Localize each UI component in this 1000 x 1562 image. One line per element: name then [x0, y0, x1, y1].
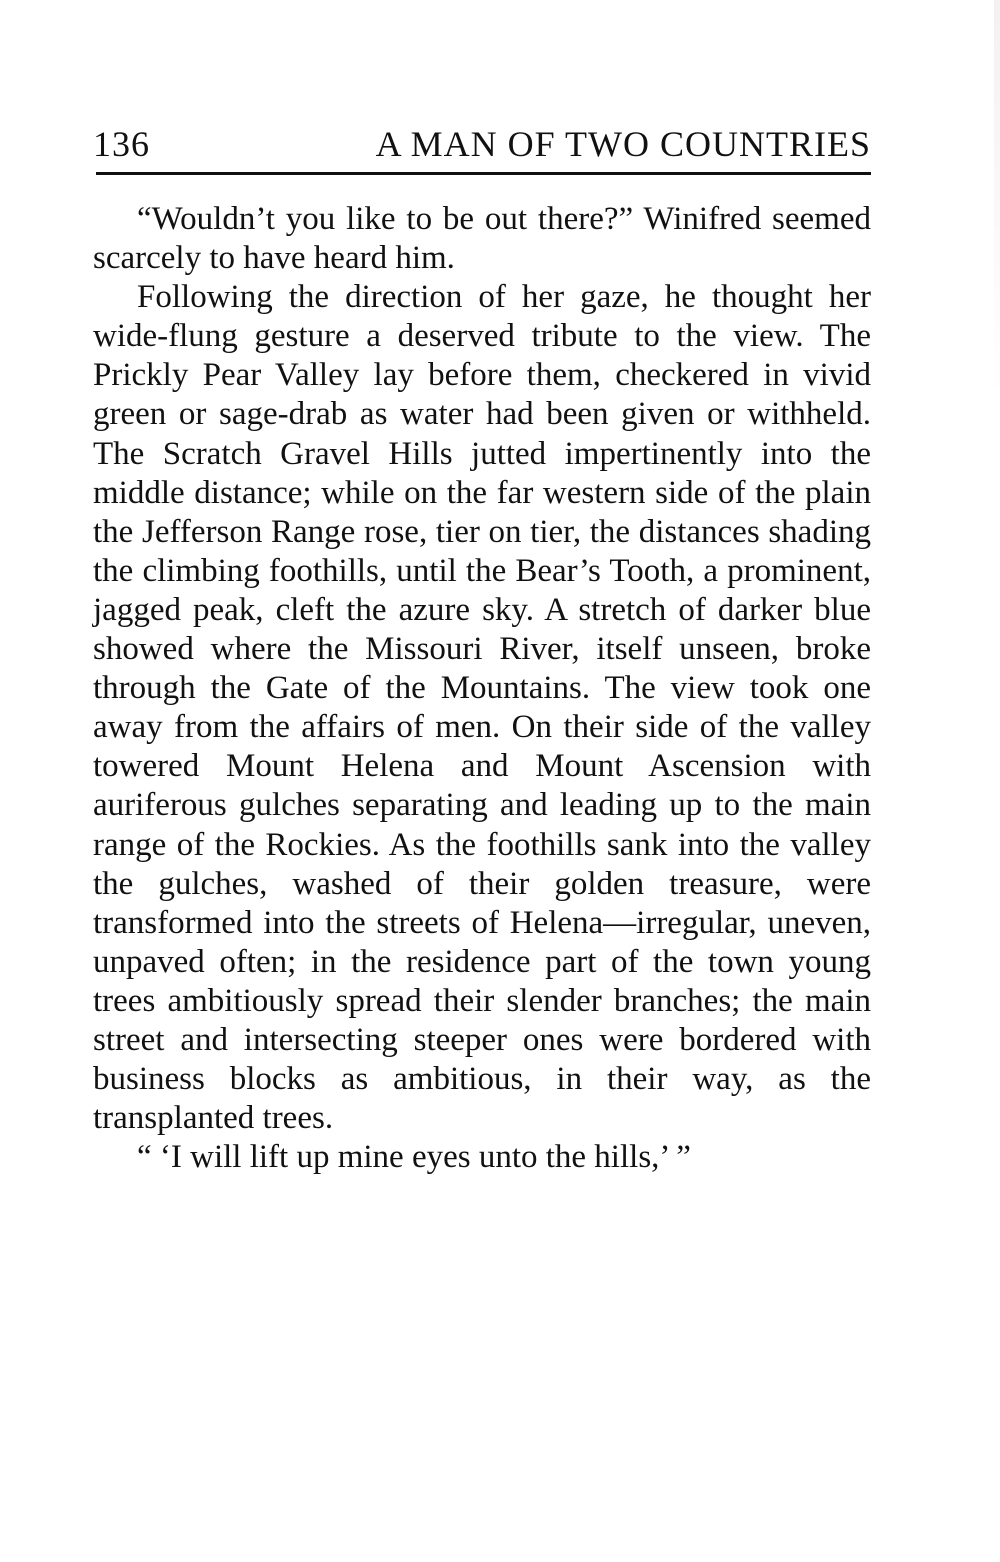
body-text	[93, 200, 871, 1177]
paragraph: Following the direction of her gaze, he thought her wide-flung gesture a deserved tribute to the view. The Prickly Pear Valley lay before them, checkered in vivid green or sage-drab as water had been given or withheld. The Scratch Gravel Hills jutted impertinently into the middle distance; while on the far western side of the plain the Jefferson Range rose, tier on tier, the distances shading the climbing foothills, until the Bear’s Tooth, a prominent, jagged peak, cleft the azure sky. A stretch of darker blue showed where the Missouri River, itself unseen, broke through the Gate of the Mountains. The view took one away from the affairs of men. On their side of the valley towered Mount Helena and Mount Ascension with auriferous gulches separating and leading up to the main range of the Rockies. As the foothills sank into the valley the gulches, washed of their golden treasure, were transformed into the streets of Helena—irregular, uneven, unpaved often; in the residence part of the town young trees ambitiously spread their slender branches; the main street and intersecting steeper ones were bordered with business blocks as ambitious, in their way, as the transplanted trees.	[93, 279, 871, 1137]
paragraph: “Wouldn’t you like to be out there?” Winifred seemed scarcely to have heard him.	[93, 201, 871, 277]
paragraph: “ ‘I will lift up mine eyes unto the hills,’ ”	[137, 1139, 691, 1176]
header-rule	[96, 172, 871, 175]
scan-edge-shadow	[994, 0, 1000, 400]
running-title: A MAN OF TWO COUNTRIES	[375, 124, 871, 164]
page-number: 136	[93, 124, 150, 164]
page-header	[93, 122, 871, 174]
